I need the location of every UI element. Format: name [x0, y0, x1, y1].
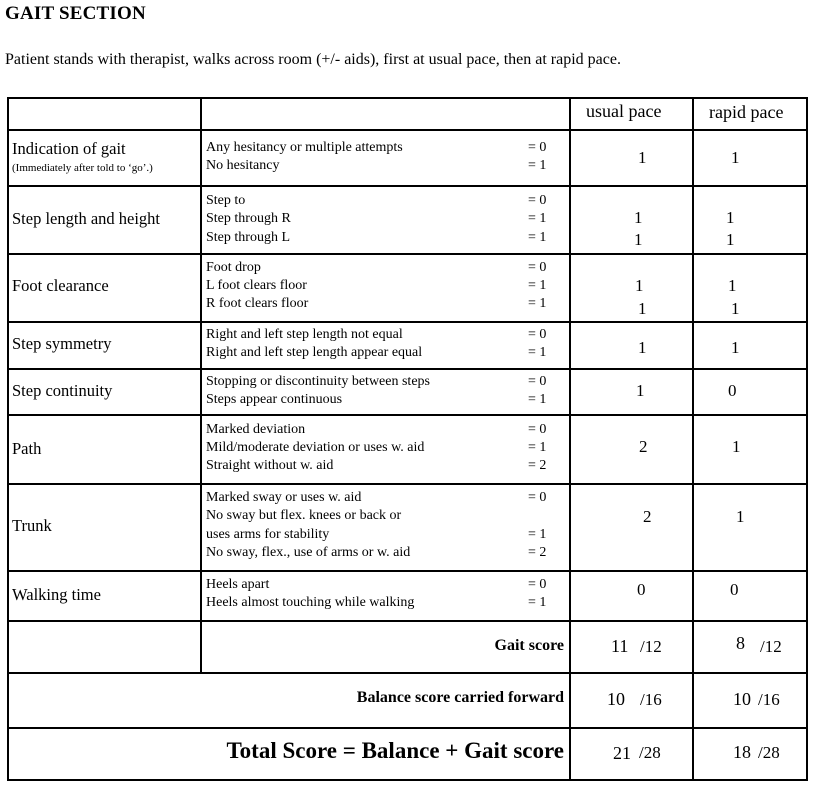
option-text: Foot drop: [206, 260, 261, 275]
option-value: = 0: [528, 327, 547, 342]
option-text: Marked sway or uses w. aid: [206, 490, 362, 505]
option-value: = 2: [528, 458, 547, 473]
option-value: = 1: [528, 595, 547, 610]
option-value: = 1: [528, 158, 547, 173]
rapid-score: 1: [732, 437, 741, 456]
option-value: = 0: [528, 422, 547, 437]
option-value: = 2: [528, 545, 547, 560]
gait-score-rapid: 8: [736, 633, 745, 653]
rapid-score: 1: [726, 230, 735, 249]
table-line: [7, 185, 808, 187]
option-value: = 1: [528, 440, 547, 455]
total-score-usual: 21: [613, 743, 631, 763]
balance-score-rapid: 10: [733, 689, 751, 709]
usual-score: 1: [636, 381, 645, 400]
table-line: [692, 97, 694, 781]
table-line: [7, 570, 808, 572]
option-value: = 0: [528, 490, 547, 505]
table-line: [7, 97, 9, 781]
rapid-score: 1: [731, 338, 740, 357]
option-value: = 1: [528, 211, 547, 226]
usual-score: 1: [634, 208, 643, 227]
option-text: Mild/moderate deviation or uses w. aid: [206, 440, 425, 455]
gait-score-usual: 11: [611, 636, 629, 656]
table-line: [7, 414, 808, 416]
table-line: [7, 779, 808, 781]
option-text: No hesitancy: [206, 158, 280, 173]
option-text: Straight without w. aid: [206, 458, 334, 473]
gait-score-label: Gait score: [494, 637, 564, 654]
option-text: No sway, flex., use of arms or w. aid: [206, 545, 411, 560]
table-line: [569, 97, 571, 781]
rapid-score: 1: [731, 148, 740, 167]
total-score-rapid: 18: [733, 742, 751, 762]
table-line: [7, 321, 808, 323]
option-text: Heels almost touching while walking: [206, 595, 415, 610]
option-text: L foot clears floor: [206, 278, 307, 293]
option-text: Step to: [206, 193, 246, 208]
usual-score: 2: [643, 507, 652, 526]
criterion-label: Step symmetry: [12, 334, 112, 353]
balance-score-label: Balance score carried forward: [356, 689, 564, 706]
option-text: No sway but flex. knees or back or: [206, 508, 402, 523]
table-line: [7, 672, 808, 674]
option-value: = 1: [528, 527, 547, 542]
option-value: = 1: [528, 296, 547, 311]
usual-score: 1: [634, 230, 643, 249]
usual-score: 1: [635, 276, 644, 295]
option-text: Step through L: [206, 230, 290, 245]
option-value: = 1: [528, 345, 547, 360]
option-text: Right and left step length appear equal: [206, 345, 423, 360]
usual-score: 1: [638, 299, 647, 318]
option-value: = 1: [528, 392, 547, 407]
table-line: [7, 97, 808, 99]
header-rapid-pace: rapid pace: [709, 102, 784, 122]
criterion-label: Step length and height: [12, 209, 161, 228]
criterion-note: (Immediately after told to ‘go’.): [12, 162, 153, 174]
gait-score-rapid-max: /12: [760, 637, 782, 656]
criterion-label: Trunk: [12, 516, 52, 535]
table-line: [7, 253, 808, 255]
total-score-rapid-max: /28: [758, 743, 780, 762]
rapid-score: 0: [730, 580, 739, 599]
header-usual-pace: usual pace: [586, 101, 662, 121]
table-line: [7, 129, 808, 131]
section-title: GAIT SECTION: [5, 3, 146, 24]
total-score-label: Total Score = Balance + Gait score: [226, 738, 564, 763]
balance-score-usual: 10: [607, 689, 625, 709]
usual-score: 1: [638, 148, 647, 167]
gait-score-usual-max: /12: [640, 637, 662, 656]
option-text: Marked deviation: [206, 422, 306, 437]
rapid-score: 0: [728, 381, 737, 400]
option-value: = 0: [528, 577, 547, 592]
option-text: uses arms for stability: [206, 527, 330, 542]
table-line: [7, 483, 808, 485]
option-text: Stopping or discontinuity between steps: [206, 374, 430, 389]
criterion-label: Step continuity: [12, 381, 113, 400]
option-value: = 0: [528, 374, 547, 389]
rapid-score: 1: [736, 507, 745, 526]
option-text: Any hesitancy or multiple attempts: [206, 140, 403, 155]
option-value: = 0: [528, 193, 547, 208]
option-text: R foot clears floor: [206, 296, 309, 311]
rapid-score: 1: [731, 299, 740, 318]
table-line: [806, 97, 808, 781]
rapid-score: 1: [726, 208, 735, 227]
balance-score-rapid-max: /16: [758, 690, 780, 709]
option-text: Step through R: [206, 211, 291, 226]
balance-score-usual-max: /16: [640, 690, 662, 709]
option-text: Steps appear continuous: [206, 392, 343, 407]
criterion-label: Indication of gait: [12, 139, 126, 158]
criterion-label: Path: [12, 439, 42, 458]
table-line: [7, 368, 808, 370]
criterion-label: Foot clearance: [12, 276, 109, 295]
table-line: [200, 97, 202, 674]
option-text: Heels apart: [206, 577, 270, 592]
total-score-usual-max: /28: [639, 743, 661, 762]
criterion-label: Walking time: [12, 585, 101, 604]
table-line: [7, 727, 808, 729]
usual-score: 0: [637, 580, 646, 599]
usual-score: 2: [639, 437, 648, 456]
rapid-score: 1: [728, 276, 737, 295]
table-line: [7, 620, 808, 622]
option-value: = 0: [528, 140, 547, 155]
instructions: Patient stands with therapist, walks across room (+/- aids), first at usual pace, then at rapid pace.: [5, 51, 621, 68]
usual-score: 1: [638, 338, 647, 357]
option-text: Right and left step length not equal: [206, 327, 403, 342]
option-value: = 0: [528, 260, 547, 275]
option-value: = 1: [528, 230, 547, 245]
option-value: = 1: [528, 278, 547, 293]
